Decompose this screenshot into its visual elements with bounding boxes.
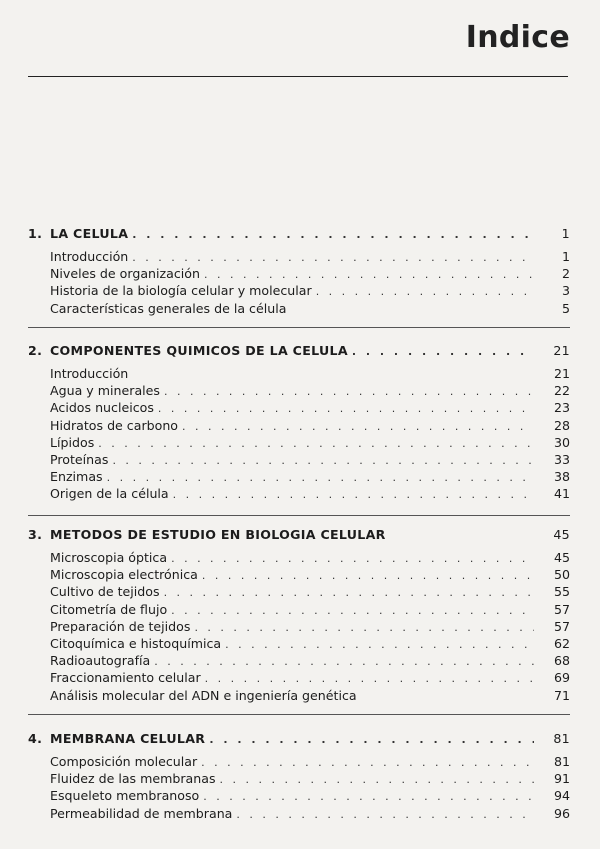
toc-entry[interactable] [28,787,570,804]
dot-leader [352,343,534,361]
dot-leader [164,383,534,400]
toc-entry[interactable] [28,770,570,787]
chapter-title: LA CELULA [50,226,129,241]
toc-entry[interactable] [28,549,570,566]
chapter-4 [28,730,570,822]
entry-page: 96 [553,805,570,821]
entry-page: 62 [553,635,570,651]
entry-title: Lípidos [50,434,95,450]
toc-entry[interactable] [28,282,570,299]
chapter-number: 2. [28,343,43,358]
entry-page: 57 [553,618,570,634]
entry-title: Microscopia óptica [50,550,168,565]
toc-entry[interactable] [28,417,570,434]
entry-title: Hidratos de carbono [50,417,179,433]
toc-entry[interactable] [28,687,570,704]
chapter-number: 1. [28,226,43,241]
entry-page: 57 [553,601,570,617]
dot-leader [236,806,534,823]
chapter-page: 81 [553,731,570,746]
title-rule [28,76,568,77]
entry-page: 5 [561,300,570,316]
entry-title: Historia de la biología celular y molecular [50,283,312,299]
dot-leader [164,584,534,601]
toc-entry[interactable] [28,583,570,600]
dot-leader [158,400,534,417]
entry-title: Esqueleto membranoso [50,788,200,804]
chapter-3 [28,526,570,704]
toc-entry[interactable] [28,618,570,635]
dot-leader [220,771,534,788]
chapter-title: METODOS DE ESTUDIO EN BIOLOGIA CELULAR [50,527,386,542]
entry-title: Citometría de flujo [50,601,168,617]
dot-leader [204,266,534,283]
dot-leader [182,418,534,435]
toc-entry[interactable] [28,601,570,618]
toc-entry[interactable] [28,635,570,652]
dot-leader [202,567,534,584]
entry-page: 28 [553,417,570,433]
dot-leader [171,602,534,619]
entry-title: Análisis molecular del ADN e ingeniería genética [50,687,357,703]
toc-entry[interactable] [28,434,570,451]
toc-entry[interactable] [28,753,570,770]
entry-title: Agua y minerales [50,383,160,399]
toc-entry[interactable] [28,652,570,669]
chapter-number: 3. [28,527,43,542]
entry-page: 38 [553,469,570,485]
entry-page: 71 [553,687,570,703]
entry-page: 45 [553,550,570,565]
entry-title: Permeabilidad de membrana [50,805,233,821]
toc-entry[interactable] [28,451,570,468]
section-divider [28,515,570,516]
chapter-number: 4. [28,731,43,746]
dot-leader [201,754,534,771]
entry-title: Origen de la célula [50,486,169,502]
section-divider [28,327,570,328]
chapter-title: MEMBRANA CELULAR [50,731,206,746]
toc-entry[interactable] [28,382,570,399]
chapter-page: 45 [553,527,570,542]
section-divider [28,714,570,715]
entry-page: 50 [553,567,570,583]
entry-page: 68 [553,653,570,669]
dot-leader [98,435,534,452]
toc-entry[interactable] [28,468,570,485]
entry-title: Características generales de la célula [50,300,287,316]
dot-leader [107,469,534,486]
entry-page: 91 [553,771,570,787]
entry-page: 30 [553,434,570,450]
toc-entry[interactable] [28,566,570,583]
entry-page: 69 [553,670,570,686]
dot-leader [112,452,534,469]
entry-title: Fraccionamiento celular [50,670,201,686]
toc-entry[interactable] [28,248,570,265]
entry-title: Introducción [50,366,129,381]
entry-page: 81 [553,754,570,769]
chapter-heading[interactable] [28,225,570,243]
chapter-2 [28,342,570,503]
entry-page: 21 [553,366,570,381]
entry-page: 3 [561,283,570,299]
entry-title: Proteínas [50,451,109,467]
toc-entry[interactable] [28,300,570,317]
chapter-page: 21 [553,343,570,358]
entry-title: Cultivo de tejidos [50,584,160,600]
dot-leader [154,653,534,670]
dot-leader [173,486,534,503]
entry-page: 33 [553,451,570,467]
entry-page: 94 [553,788,570,804]
page-title: Indice [465,20,570,55]
dot-leader [209,731,534,749]
dot-leader [194,619,534,636]
toc-entry[interactable] [28,265,570,282]
entry-title: Niveles de organización [50,266,200,282]
chapter-title: COMPONENTES QUIMICOS DE LA CELULA [50,343,348,358]
entry-page: 2 [561,266,570,282]
entry-title: Radioautografía [50,653,151,669]
dot-leader [132,226,534,244]
entry-title: Fluidez de las membranas [50,771,216,787]
entry-title: Citoquímica e histoquímica [50,635,222,651]
entry-page: 22 [553,383,570,399]
toc-entry[interactable] [28,365,570,382]
toc-entry[interactable] [28,485,570,502]
entry-title: Enzimas [50,469,103,485]
chapter-heading[interactable] [28,730,570,748]
entry-title: Introducción [50,249,129,264]
toc-entry[interactable] [28,399,570,416]
dot-leader [225,636,534,653]
dot-leader [316,283,534,300]
entry-page: 1 [561,249,570,264]
dot-leader [203,788,534,805]
entry-title: Acidos nucleicos [50,400,154,416]
toc-entry[interactable] [28,669,570,686]
chapter-1 [28,225,570,317]
chapter-page: 1 [561,226,570,241]
chapter-heading[interactable] [28,342,570,360]
toc-entry[interactable] [28,805,570,822]
entry-page: 23 [553,400,570,416]
entry-title: Microscopia electrónica [50,567,198,583]
chapter-heading[interactable] [28,526,570,544]
dot-leader [132,249,534,266]
entry-page: 41 [553,486,570,502]
dot-leader [205,670,534,687]
entry-title: Preparación de tejidos [50,618,191,634]
entry-page: 55 [553,584,570,600]
dot-leader [171,550,534,567]
entry-title: Composición molecular [50,754,198,769]
